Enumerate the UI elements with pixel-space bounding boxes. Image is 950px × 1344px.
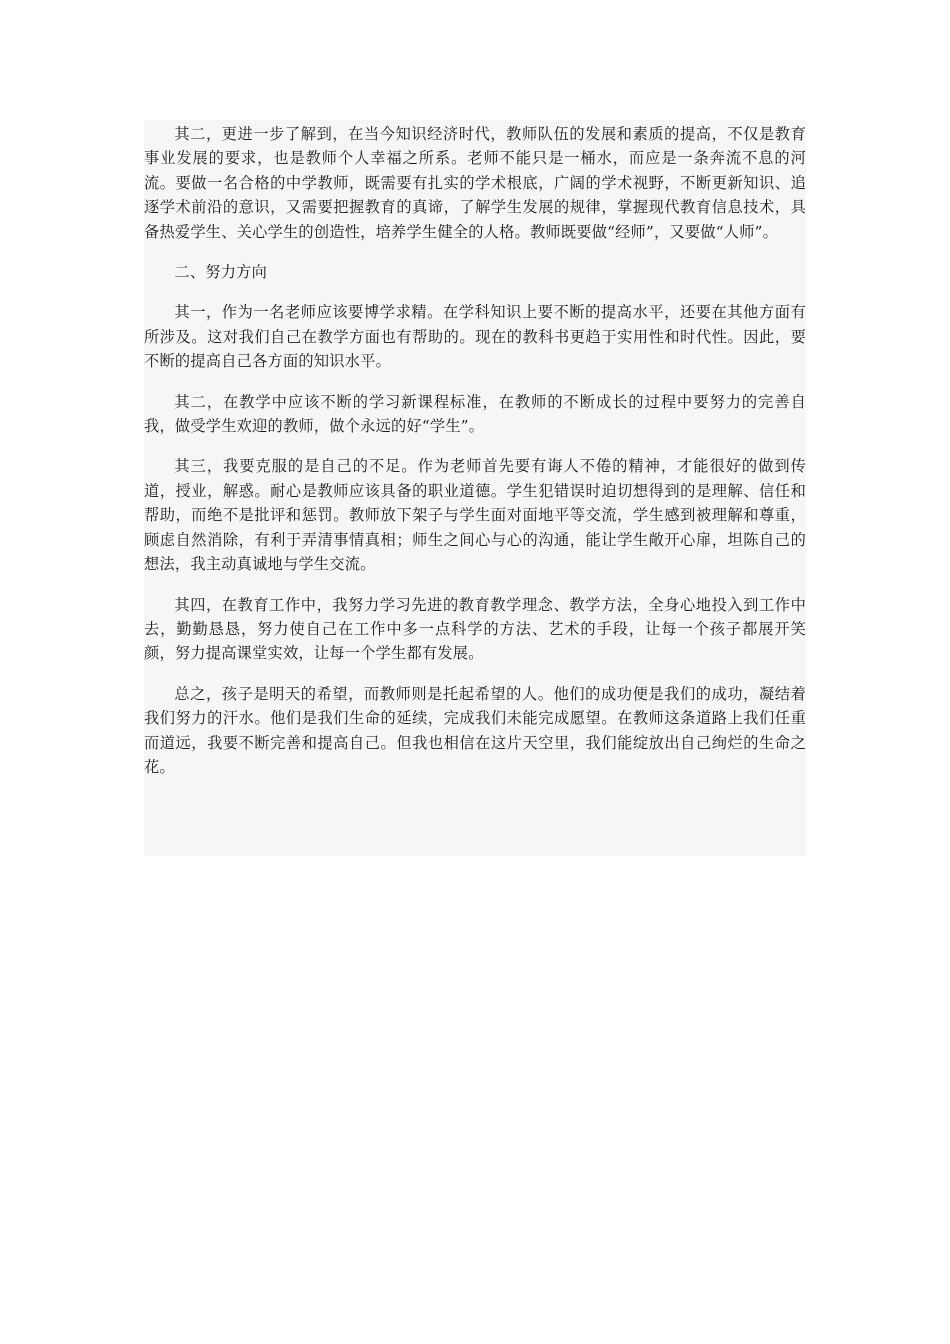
paragraph-5: 其四，在教育工作中，我努力学习先进的教育教学理念、教学方法，全身心地投入到工作中去，勤勤恳恳，努力使自己在工作中多一点科学的方法、艺术的手段，让每一个孩子都展开笑颜，努力提高课堂实效，让每一个学生都有发展。	[144, 595, 806, 663]
paragraph-2: 其一，作为一名老师应该要博学求精。在学科知识上要不断的提高水平，还要在其他方面有所涉及。这对我们自己在教学方面也有帮助的。现在的教科书更趋于实用性和时代性。因此，要不断的提高自己各方面的知识水平。	[144, 303, 806, 371]
paragraph-1: 其二，更进一步了解到，在当今知识经济时代，教师队伍的发展和素质的提高，不仅是教育事业发展的要求，也是教师个人幸福之所系。老师不能只是一桶水，而应是一条奔流不息的河流。要做一名合格的中学教师，既需要有扎实的学术根底，广阔的学术视野，不断更新知识、追逐学术前沿的意识，又需要把握教育的真谛，了解学生发展的规律，掌握现代教育信息技术，具备热爱学生、关心学生的创造性，培养学生健全的人格。教师既要做“经师”，又要做“人师”。	[144, 125, 806, 241]
paragraph-4: 其三，我要克服的是自己的不足。作为老师首先要有诲人不倦的精神，才能很好的做到传道，授业，解惑。耐心是教师应该具备的职业道德。学生犯错误时迫切想得到的是理解、信任和帮助，而绝不是批评和惩罚。教师放下架子与学生面对面地平等交流，学生感到被理解和尊重，顾虑自然消除，有利于弄清事情真相；师生之间心与心的沟通，能让学生敞开心扉，坦陈自己的想法，我主动真诚地与学生交流。	[144, 457, 806, 574]
paragraph-3: 其二，在教学中应该不断的学习新课程标准，在教师的不断成长的过程中要努力的完善自我，做受学生欢迎的教师，做个永远的好“学生”。	[144, 392, 806, 436]
section-heading: 二、努力方向	[174, 263, 268, 282]
document-body	[144, 120, 806, 856]
paragraph-6: 总之，孩子是明天的希望，而教师则是托起希望的人。他们的成功便是我们的成功，凝结着我们努力的汗水。他们是我们生命的延续，完成我们未能完成愿望。在教师这条道路上我们任重而道远，我要不断完善和提高自己。但我也相信在这片天空里，我们能绽放出自己绚烂的生命之花。	[144, 684, 806, 776]
